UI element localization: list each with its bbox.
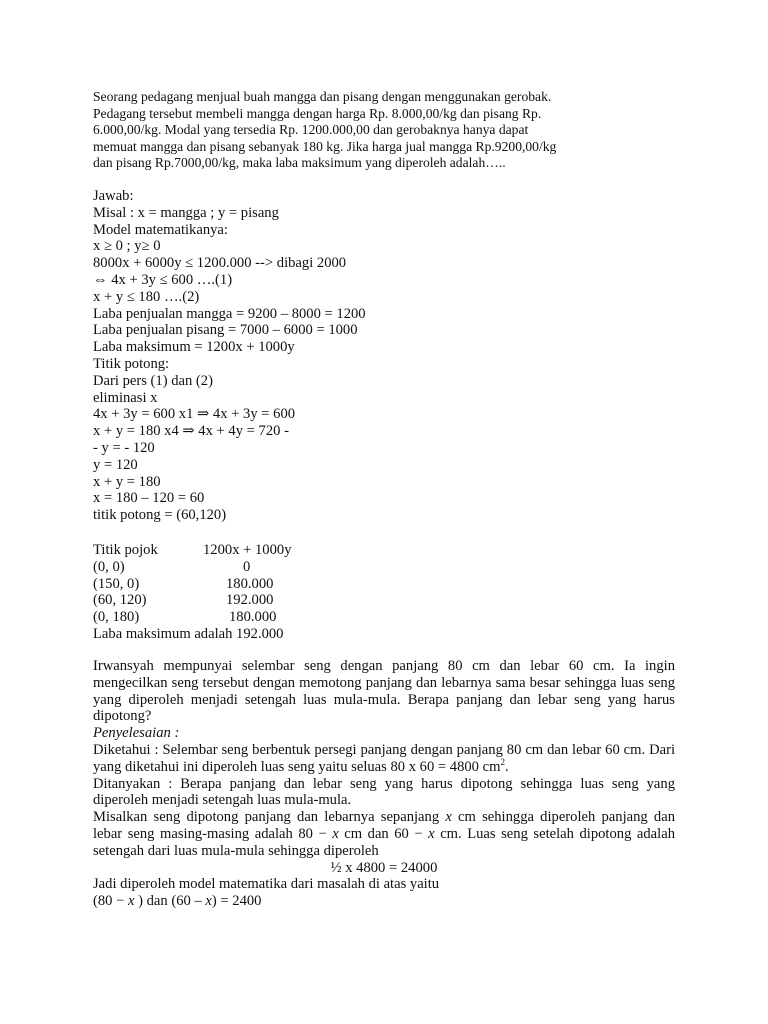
equation-part: ) = 2400: [211, 893, 262, 910]
table-header-row: [93, 542, 393, 559]
table-row: [93, 576, 393, 593]
answer-line: x = 180 – 120 = 60: [93, 490, 205, 507]
problem1-question: [93, 89, 556, 172]
variable-x: x: [127, 893, 135, 910]
answer-line: Model matematikanya:: [93, 221, 228, 238]
problem1-answer: [93, 188, 366, 524]
answer-line: x + y = 180: [93, 473, 161, 490]
variable-x: x: [205, 893, 212, 910]
problem2-question: Irwansyah mempunyai selembar seng dengan panjang 80 cm dan lebar 60 cm. Ia ingin mengecilkan seng tersebut dengan memotong panjang dan lebarnya sama besar sehingga luas seng yang diperoleh menjadi setengah luas mula-mula. Berapa panjang dan lebar seng yang harus dipotong?: [93, 658, 675, 725]
question-line: Pedagang tersebut membeli mangga dengan harga Rp. 8.000,00/kg dan pisang Rp.: [93, 105, 542, 121]
misalkan-text: cm sehingga diperoleh panjang dan lebar seng masing-masing adalah 80 −: [93, 809, 675, 842]
equation-part: (80 −: [93, 893, 128, 910]
equation-part: ) dan (60 –: [134, 893, 206, 910]
answer-line: ⇔ 4x + 3y ≤ 600 ….(1): [93, 271, 233, 288]
superscript: 2: [500, 756, 505, 767]
conclusion-line: [93, 626, 393, 643]
answer-line: x ≥ 0 ; y≥ 0: [93, 238, 161, 255]
table-cell: 180.000: [229, 609, 277, 626]
question-line: Seorang pedagang menjual buah mangga dan pisang dengan menggunakan gerobak.: [93, 89, 552, 104]
answer-line: y = 120: [93, 456, 138, 473]
table-row: [93, 559, 393, 576]
table-cell: 180.000: [226, 575, 274, 592]
misalkan-text: cm. Luas seng setelah dipotong adalah setengah dari luas mula-mula sehingga diperoleh: [93, 825, 675, 859]
table-cell: (150, 0): [93, 575, 140, 592]
model-intro: Jadi diperoleh model matematika dari masalah di atas yaitu: [93, 876, 440, 893]
answer-line: Laba maksimum = 1200x + 1000y: [93, 339, 295, 356]
half-equation: ½ x 4800 = 24000: [330, 859, 438, 876]
diketahui-paragraph: [93, 742, 675, 776]
answer-line: Dari pers (1) dan (2): [93, 372, 213, 389]
misalkan-text: cm dan 60 −: [338, 825, 429, 842]
misalkan-paragraph: [93, 809, 675, 859]
answer-line: titik potong = (60,120): [93, 507, 227, 524]
answer-line: x + y ≤ 180 ….(2): [93, 288, 200, 305]
diketahui-text: Diketahui : Selembar seng berbentuk persegi panjang dengan panjang 80 cm dan lebar 60 cm. Dari yang diketahui ini diperoleh luas seng yaitu seluas 80 x 60 = 4800 cm: [93, 741, 675, 775]
variable-x: x: [445, 809, 452, 826]
solution-heading: Penyelesaian :: [93, 725, 180, 742]
answer-line: eliminasi x: [93, 389, 158, 406]
answer-line: Misal : x = mangga ; y = pisang: [93, 204, 279, 221]
answer-line: Jawab:: [93, 188, 134, 204]
table-header-cell: Titik pojok: [93, 542, 158, 558]
table-cell: 0: [243, 558, 251, 575]
corner-points-table: [93, 542, 393, 643]
question-line: dan pisang Rp.7000,00/kg, maka laba maksimum yang diperoleh adalah…..: [93, 155, 506, 171]
variable-x: x: [332, 825, 339, 842]
ditanyakan-paragraph: Ditanyakan : Berapa panjang dan lebar seng yang harus dipotong sehingga luas seng yang diperoleh menjadi setengah luas mula-mula.: [93, 775, 675, 809]
answer-line: Laba penjualan pisang = 7000 – 6000 = 1000: [93, 322, 358, 339]
diketahui-end: .: [504, 758, 509, 775]
answer-line: 8000x + 6000y ≤ 1200.000 --> dibagi 2000: [93, 255, 347, 272]
answer-line: x + y = 180 x4 ⇒ 4x + 4y = 720 -: [93, 423, 289, 440]
problem2: [93, 658, 675, 910]
table-header-cell: 1200x + 1000y: [203, 542, 292, 558]
conclusion-text: Laba maksimum adalah 192.000: [93, 625, 284, 642]
question-line: 6.000,00/kg. Modal yang tersedia Rp. 1200.000,00 dan gerobaknya hanya dapat: [93, 122, 529, 138]
table-row: [93, 592, 393, 609]
table-cell: 192.000: [226, 592, 274, 609]
table-cell: (0, 180): [93, 609, 140, 626]
table-row: [93, 609, 393, 626]
table-cell: (0, 0): [93, 558, 125, 575]
answer-line: Laba penjualan mangga = 9200 – 8000 = 1200: [93, 305, 366, 322]
answer-line: 4x + 3y = 600 x1 ⇒ 4x + 3y = 600: [93, 406, 296, 423]
answer-line: Titik potong:: [93, 355, 170, 372]
question-line: memuat mangga dan pisang sebanyak 180 kg. Jika harga jual mangga Rp.9200,00/kg: [93, 138, 557, 154]
variable-x: x: [428, 825, 435, 842]
misalkan-text: Misalkan seng dipotong panjang dan lebarnya sepanjang: [93, 809, 446, 826]
model-equation: [93, 893, 675, 910]
table-cell: (60, 120): [93, 592, 147, 609]
answer-line: - y = - 120: [93, 439, 155, 456]
